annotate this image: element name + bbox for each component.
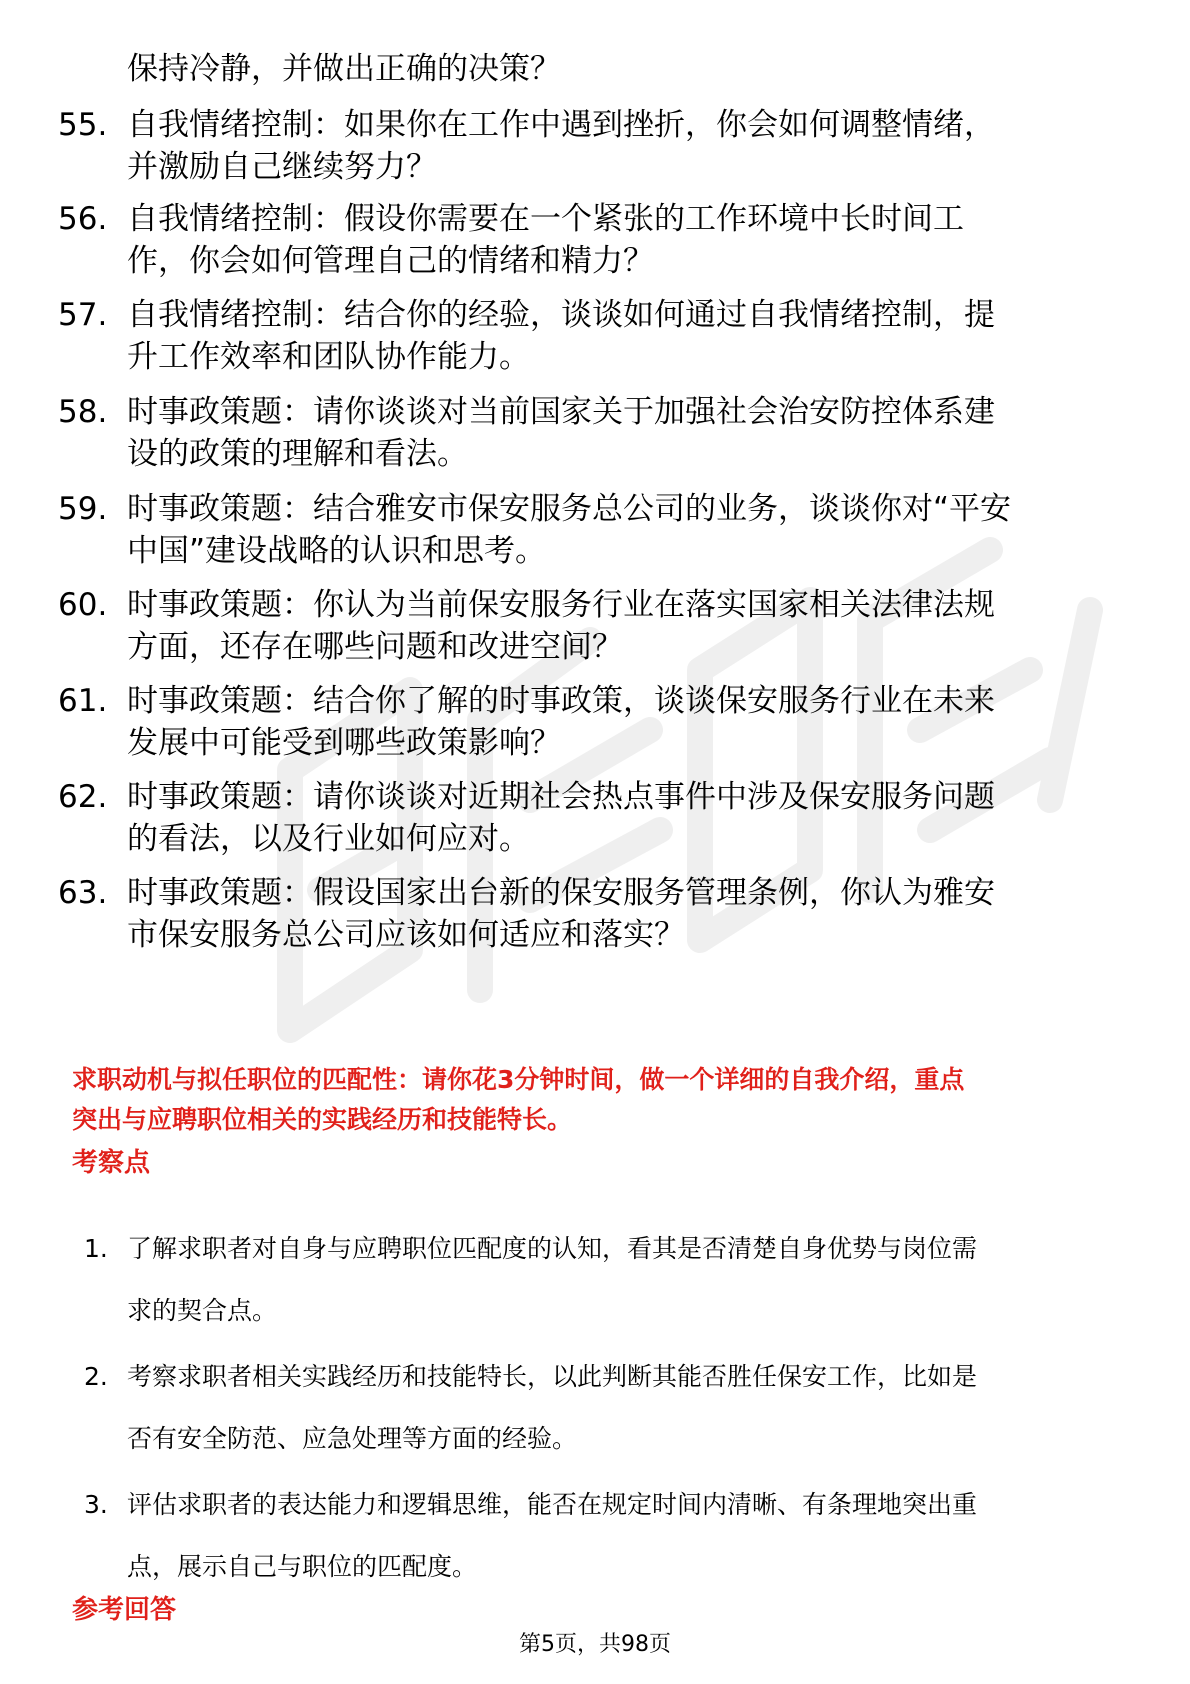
question-text: 时事政策题：结合你了解的时事政策，谈谈保安服务行业在未来 发展中可能受到哪些政策影响？	[127, 683, 995, 761]
question-item	[58, 198, 1138, 290]
continued-question-text: 保持冷静，并做出正确的决策？	[127, 51, 561, 87]
question-number: 60.	[58, 587, 108, 623]
question-text: 时事政策题：请你谈谈对近期社会热点事件中涉及保安服务问题 的看法，以及行业如何应对。	[127, 779, 995, 857]
question-text: 自我情绪控制：假设你需要在一个紧张的工作环境中长时间工 作，你会如何管理自己的情绪和精力？	[127, 201, 964, 279]
question-number: 57.	[58, 297, 108, 333]
question-text: 时事政策题：请你谈谈对当前国家关于加强社会治安防控体系建 设的政策的理解和看法。	[127, 394, 995, 472]
point-text: 了解求职者对自身与应聘职位匹配度的认知，看其是否清楚自身优势与岗位需 求的契合点。	[127, 1234, 978, 1325]
point-text: 考察求职者相关实践经历和技能特长，以此判断其能否胜任保安工作，比如是 否有安全防范、应急处理等方面的经验。	[127, 1362, 978, 1453]
question-item	[58, 776, 1138, 868]
question-item	[58, 680, 1138, 772]
question-text: 时事政策题：结合雅安市保安服务总公司的业务，谈谈你对“平安 中国”建设战略的认识和思考。	[127, 491, 1012, 569]
question-number: 55.	[58, 107, 108, 143]
question-item	[58, 488, 1138, 580]
points-label: 考察点	[72, 1148, 151, 1178]
point-number: 3.	[84, 1490, 108, 1519]
question-number: 63.	[58, 875, 108, 911]
question-text: 自我情绪控制：如果你在工作中遇到挫折，你会如何调整情绪， 并激励自己继续努力？	[127, 107, 995, 185]
answer-label: 参考回答	[72, 1595, 177, 1625]
section-heading: 求职动机与拟任职位的匹配性：请你花3分钟时间，做一个详细的自我介绍，重点 突出与应聘职位相关的实践经历和技能特长。	[72, 1065, 965, 1134]
point-item	[84, 1474, 1124, 1598]
question-number: 61.	[58, 683, 108, 719]
question-item	[58, 391, 1138, 483]
point-text: 评估求职者的表达能力和逻辑思维，能否在规定时间内清晰、有条理地突出重 点，展示自己与职位的匹配度。	[127, 1490, 978, 1581]
question-item	[58, 294, 1138, 386]
question-number: 62.	[58, 779, 108, 815]
question-number: 58.	[58, 394, 108, 430]
question-text: 时事政策题：假设国家出台新的保安服务管理条例，你认为雅安 市保安服务总公司应该如何适应和落实？	[127, 875, 995, 953]
point-number: 2.	[84, 1362, 108, 1391]
question-number: 56.	[58, 201, 108, 237]
question-item	[58, 872, 1138, 964]
question-text: 时事政策题：你认为当前保安服务行业在落实国家相关法律法规 方面，还存在哪些问题和改进空间？	[127, 587, 995, 665]
page-footer: 第5页，共98页	[519, 1632, 671, 1657]
point-item	[84, 1346, 1124, 1470]
question-text: 自我情绪控制：结合你的经验，谈谈如何通过自我情绪控制，提 升工作效率和团队协作能力。	[127, 297, 995, 375]
point-item	[84, 1218, 1124, 1342]
point-number: 1.	[84, 1234, 108, 1263]
question-item	[58, 104, 1138, 196]
question-number: 59.	[58, 491, 108, 527]
question-item	[58, 584, 1138, 676]
